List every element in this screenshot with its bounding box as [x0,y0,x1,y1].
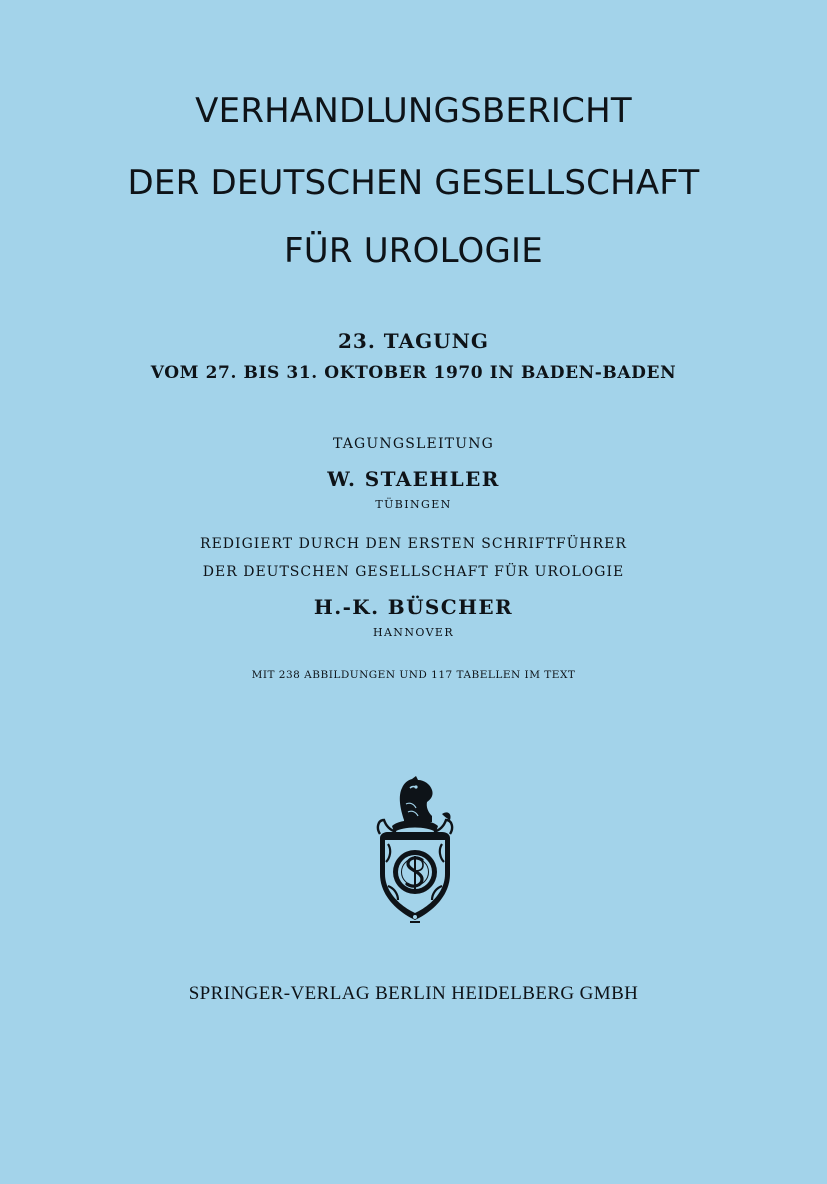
illustrations-note: MIT 238 ABBILDUNGEN UND 117 TABELLEN IM TEXT [251,669,576,681]
conference-leadership-label: TAGUNGSLEITUNG [332,436,495,452]
title-line-1: VERHANDLUNGSBERICHT [195,91,632,131]
editor-credit-line-2: DER DEUTSCHEN GESELLSCHAFT FÜR UROLOGIE [202,564,625,580]
editor-credit-line-1: REDIGIERT DURCH DEN ERSTEN SCHRIFTFÜHRER [200,536,627,552]
meeting-number: 23. TAGUNG [338,329,489,353]
title-line-3: FÜR UROLOGIE [284,231,543,271]
springer-knight-emblem-icon [372,774,458,926]
publisher-imprint: SPRINGER-VERLAG BERLIN HEIDELBERG GMBH [188,983,639,1004]
meeting-dates-place: VOM 27. BIS 31. OKTOBER 1970 IN BADEN-BADEN [150,363,677,383]
conference-leader-city: TÜBINGEN [375,498,452,511]
conference-leader-name: W. STAEHLER [327,467,500,491]
editor-city: HANNOVER [372,626,455,639]
editor-name: H.-K. BÜSCHER [313,595,514,619]
title-line-2: DER DEUTSCHEN GESELLSCHAFT [127,163,700,203]
